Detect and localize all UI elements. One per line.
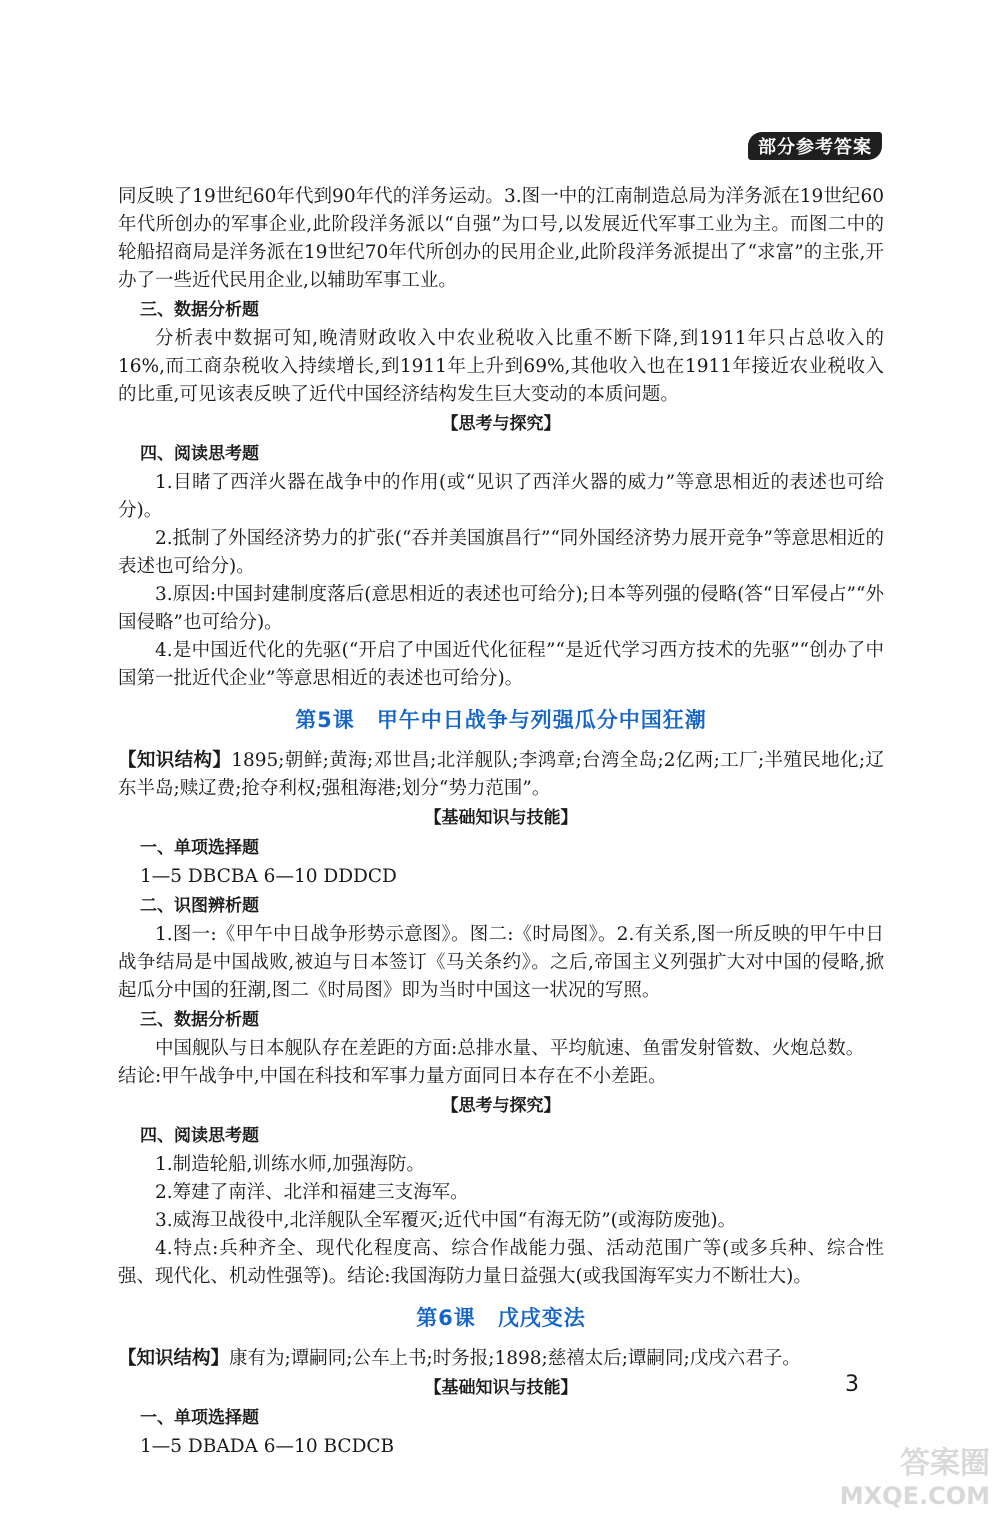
answer-item: 4.是中国近代化的先驱(“开启了中国近代化征程”“是近代学习西方技术的先驱”“创办了中国第一批近代企业”等意思相近的表述也可给分)。 <box>118 640 884 689</box>
answers-line: 1—5 DBADA 6—10 BCDCB <box>140 1436 395 1457</box>
lesson-title: 甲午中日战争与列强瓜分中国狂潮 <box>376 708 707 732</box>
answer-item: 1.目睹了西洋火器在战争中的作用(或“见识了西洋火器的威力”等意思相近的表述也可给分)。 <box>118 472 884 521</box>
lesson-title: 戊戌变法 <box>497 1306 586 1330</box>
section-title: 三、数据分析题 <box>140 300 259 320</box>
section-badge: 部分参考答案 <box>748 132 882 160</box>
knowledge-label: 【知识结构】 <box>118 750 232 771</box>
lesson-number: 第5课 <box>295 708 355 732</box>
section-title: 二、识图辨析题 <box>140 896 259 916</box>
answer-item: 2.抵制了外国经济势力的扩张(“吞并美国旗昌行”“同外国经济势力展开竞争”等意思相近的表述也可给分)。 <box>118 528 884 577</box>
knowledge-structure <box>118 747 884 803</box>
lesson-heading <box>118 1303 884 1333</box>
paragraph-top: 同反映了19世纪60年代到90年代的洋务运动。3.图一中的江南制造总局为洋务派在19世纪60年代所创办的军事企业,此阶段洋务派以“自强”为口号,以发展近代军事工业为主。而图二中的轮船招商局是洋务派在19世纪70年代所创办的民用企业,此阶段洋务派提出了“求富”的主张,开办了一些近代民用企业,以辅助军事工业。 <box>118 186 884 291</box>
answer-item: 3.威海卫战役中,北洋舰队全军覆灭;近代中国“有海无防”(或海防废弛)。 <box>155 1210 737 1231</box>
answers-line: 1—5 DBCBA 6—10 DDDCD <box>140 866 397 887</box>
answer-item: 1.制造轮船,训练水师,加强海防。 <box>155 1154 425 1175</box>
paragraph: 中国舰队与日本舰队存在差距的方面:总排水量、平均航速、鱼雷发射管数、火炮总数。 <box>155 1038 865 1059</box>
answer-item: 4.特点:兵种齐全、现代化程度高、综合作战能力强、活动范围广等(或多兵种、综合性强、现代化、机动性强等)。结论:我国海防力量日益强大(或我国海军实力不断壮大)。 <box>118 1238 884 1287</box>
page-content <box>118 183 884 1461</box>
page-number: 3 <box>845 1372 859 1397</box>
watermark-line: 答案圈 <box>900 1446 990 1481</box>
lesson-number: 第6课 <box>416 1306 476 1330</box>
lesson-heading <box>118 705 884 735</box>
watermark-line: MXQE.COM <box>839 1482 990 1510</box>
paragraph: 结论:甲午战争中,中国在科技和军事力量方面同日本存在不小差距。 <box>118 1066 667 1087</box>
paragraph: 分析表中数据可知,晚清财政收入中农业税收入比重不断下降,到1911年只占总收入的16%,而工商杂税收入持续增长,到1911年上升到69%,其他收入也在1911年接近农业税收入的比重,可见该表反映了近代中国经济结构发生巨大变动的本质问题。 <box>118 328 884 405</box>
knowledge-text: 康有为;谭嗣同;公车上书;时务报;1898;慈禧太后;谭嗣同;戊戌六君子。 <box>229 1348 801 1369</box>
section-title: 三、数据分析题 <box>140 1010 259 1030</box>
bracket-heading: 【基础知识与技能】 <box>424 1378 578 1398</box>
answer-item: 3.原因:中国封建制度落后(意思相近的表述也可给分);日本等列强的侵略(答“日军侵占”“外国侵略”也可给分)。 <box>118 584 884 633</box>
section-title: 一、单项选择题 <box>140 838 259 858</box>
bracket-heading: 【思考与探究】 <box>441 414 561 434</box>
knowledge-structure <box>118 1345 884 1373</box>
bracket-heading: 【基础知识与技能】 <box>424 808 578 828</box>
section-title: 四、阅读思考题 <box>140 1126 259 1146</box>
section-title: 一、单项选择题 <box>140 1408 259 1428</box>
bracket-heading: 【思考与探究】 <box>441 1096 561 1116</box>
knowledge-label: 【知识结构】 <box>118 1348 230 1369</box>
answer-item: 2.筹建了南洋、北洋和福建三支海军。 <box>155 1182 469 1203</box>
section-title: 四、阅读思考题 <box>140 444 259 464</box>
watermark-logo <box>820 1448 990 1508</box>
knowledge-text: 1895;朝鲜;黄海;邓世昌;北洋舰队;李鸿章;台湾全岛;2亿两;工厂;半殖民地化;辽东半岛;赎辽费;抢夺利权;强租海港;划分“势力范围”。 <box>118 750 884 799</box>
paragraph: 1.图一:《甲午中日战争形势示意图》。图二:《时局图》。2.有关系,图一所反映的甲午中日战争结局是中国战败,被迫与日本签订《马关条约》。之后,帝国主义列强扩大对中国的侵略,掀起瓜分中国的狂潮,图二《时局图》即为当时中国这一状况的写照。 <box>118 924 884 1001</box>
